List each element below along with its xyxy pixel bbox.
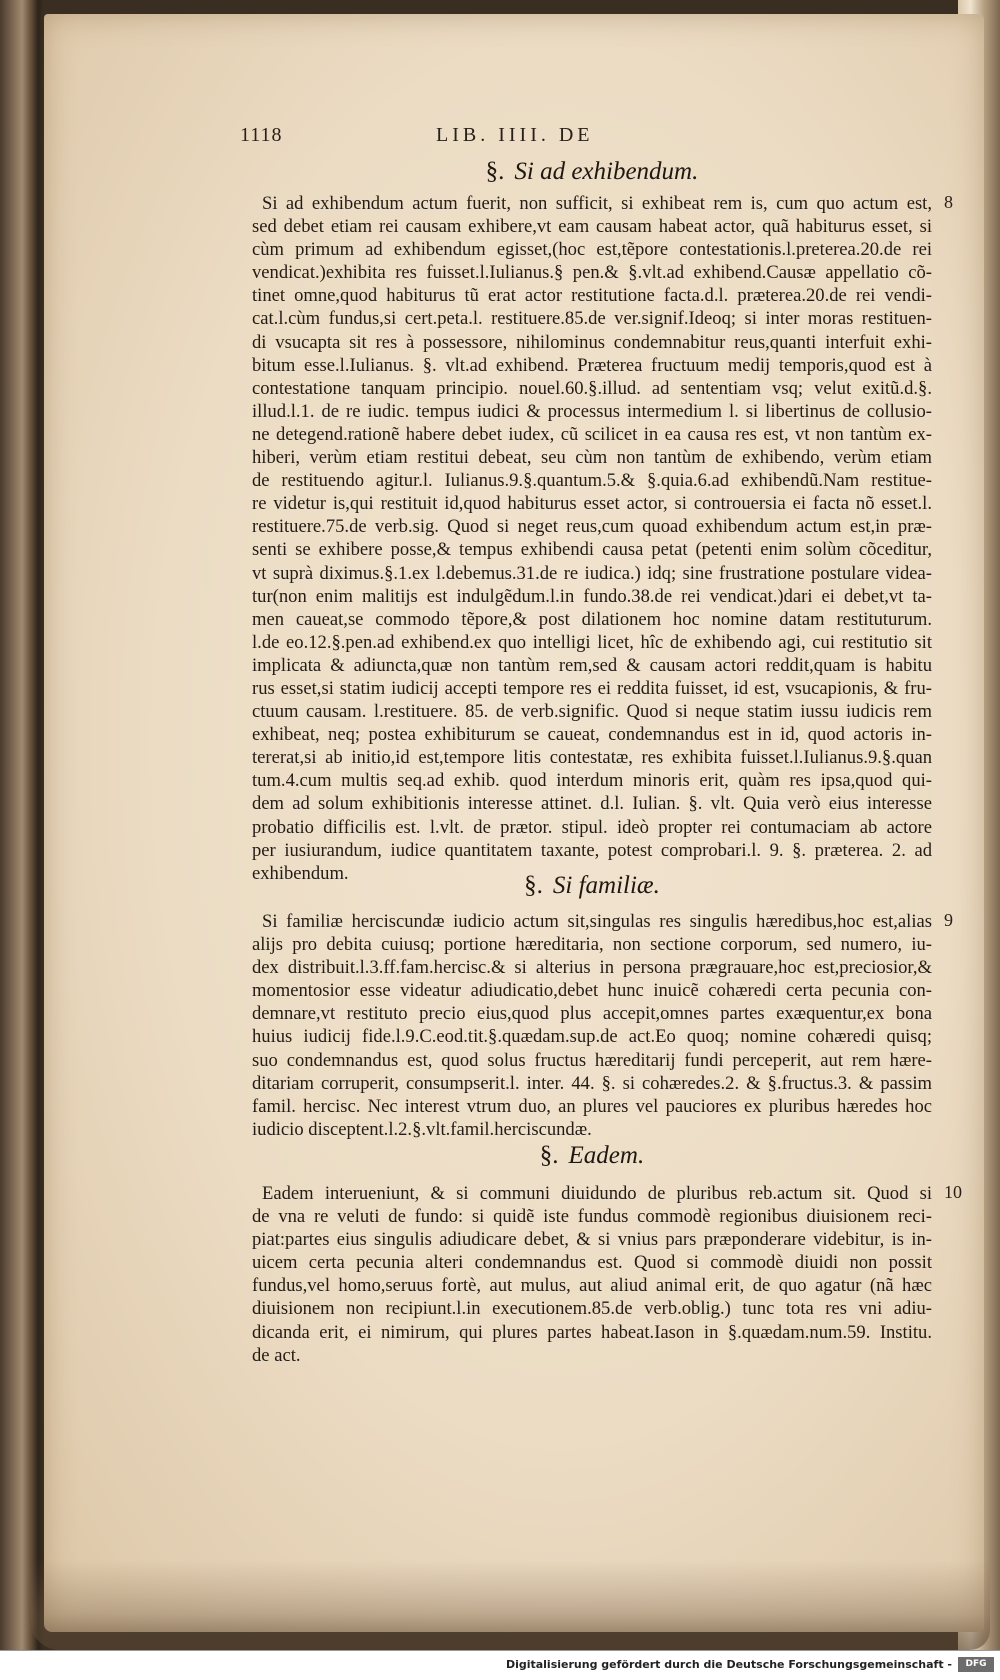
text-line: huius iudicij fide.l.9.C.eod.tit.§.quædam.sup.de act.Eo quoq; nomine cohæredi quisq; xyxy=(252,1026,932,1048)
section-heading-si-familiae xyxy=(252,872,932,900)
section-body-si-familiae xyxy=(252,910,932,1141)
text-line: ditariam corruperit, consumpserit.l. inter. 44. §. si cohæredes.2. & §.fructus.3. & passim xyxy=(252,1072,932,1094)
section-mark: §. xyxy=(485,158,505,185)
page-number: 1118 xyxy=(240,124,283,146)
text-line: per iusiurandum, iudice quantitatem taxante, potest comprobari.l. 9. §. præterea. 2. ad xyxy=(252,839,932,861)
text-line: re videtur is,qui restituit id,quod habiturus esset actor, si controuersia ei facta nõ esset.l. xyxy=(252,493,932,515)
running-head xyxy=(240,124,940,154)
text-line: uicem certa pecunia alteri condemnandus est. Quod si commodè diuidi non possit xyxy=(252,1252,932,1274)
text-line: ne detegend.rationẽ habere debet iudex, cũ scilicet in ea causa res est, vt non tantùm ex- xyxy=(252,423,932,445)
text-line: tererat,si ab initio,id est,tempore litis contestatæ, res exhibita fuisset.l.Iulianus.9.§.quan xyxy=(252,747,932,769)
text-line: dex distribuit.l.3.ff.fam.hercisc.& si alterius in persona prægrauare,hoc est,preciosior,& xyxy=(252,957,932,979)
text-line: hiberi, verùm etiam restitui debeat, seu cùm non tantùm de exhibendo, verùm etiam xyxy=(252,447,932,469)
section-title: Si familiæ. xyxy=(552,872,660,899)
text-line: Si familiæ herciscundæ iudicio actum sit,singulas res singulis hæredibus,hoc est,alias xyxy=(262,911,932,932)
text-line: alijs pro debita cuiusq; portione hæreditaria, non sectione corporum, sed numero, iu- xyxy=(252,934,932,956)
digitization-footer xyxy=(0,1650,1000,1680)
text-line: l.de eo.12.§.pen.ad exhibend.ex quo intelligi licet, hîc de exhibendo agi, cui restitutio sit xyxy=(252,631,932,653)
text-line: famil. hercisc. Nec interest vtrum duo, an plures vel pauciores ex pluribus hæredes hoc xyxy=(252,1095,932,1117)
text-line: Eadem interueniunt, & si communi diuidundo de pluribus reb.actum sit. Quod si xyxy=(262,1183,932,1204)
text-line: tinet omne,quod habiturus tũ erat actor restitutione facta.d.l. præterea.20.de rei vendi- xyxy=(252,285,932,307)
text-line: ctuum causam. l.restituere. 85. de verb.signific. Quod si neque statim iussu iudicis rem xyxy=(252,701,932,723)
section-body-eadem xyxy=(252,1182,932,1367)
text-line: probatio difficilis est. l.vlt. de prætor. stipul. ideò propter rei contumaciam ab actore xyxy=(252,816,932,838)
text-line: de restituendo agitur.l. Iulianus.9.§.quantum.5.& §.quia.6.ad exhibendũ.Nam restitue- xyxy=(252,470,932,492)
margin-number: 8 xyxy=(944,192,953,212)
running-title: LIB. IIII. DE xyxy=(436,124,594,146)
section-body-si-ad-exhibendum xyxy=(252,192,932,885)
text-line: implicata & adiuncta,quæ non tantùm rem,sed & causam actori reddit,quam is habitu xyxy=(252,654,932,676)
section-title: Si ad exhibendum. xyxy=(514,158,699,185)
text-line: dicanda erit, ei nimirum, qui plures partes habeat.Iason in §.quædam.num.59. Institu. xyxy=(252,1321,932,1343)
text-line: suo condemnandus est, quod solus fructus hæreditarij fundi perceperit, aut rem hære- xyxy=(252,1049,932,1071)
page-bottom-shadow xyxy=(30,1560,990,1650)
text-line: fundus,vel homo,seruus fortè, aut mulus, aut aliud animal erit, de quo agatur (nã hæc xyxy=(252,1275,932,1297)
text-line: cùm primum ad exhibendum egisset,(hoc est,tẽpore contestationis.l.preterea.20.de rei xyxy=(252,239,932,261)
text-line: Si ad exhibendum actum fuerit, non sufficit, si exhibeat rem is, cum quo actum est, xyxy=(262,193,932,214)
text-line: diuisionem non recipiunt.l.in executionem.85.de verb.oblig.) tunc tota res vni adiu- xyxy=(252,1298,932,1320)
text-line: dem ad solum exhibitionis interesse attinet. d.l. Iulian. §. vlt. Quia verò eius interesse xyxy=(252,793,932,815)
text-line: vendicat.)exhibita res fuisset.l.Iulianus.§ pen.& §.vlt.ad exhibend.Causæ appellatio cõ- xyxy=(252,262,932,284)
text-line: sed debet etiam rei causam exhibere,vt eam causam habeat actor, quã habiturus esset, si xyxy=(252,216,932,238)
dfg-logo: DFG xyxy=(958,1657,994,1672)
section-mark: §. xyxy=(524,872,543,899)
text-line: restituere.75.de verb.sig. Quod si neget reus,cum quoad exhibendum actum est,in præ- xyxy=(252,516,932,538)
text-line: momentosior esse videatur adiudicatio,debet hunc inuicẽ cohæredi certa pecunia con- xyxy=(252,980,932,1002)
text-line: de act. xyxy=(252,1344,301,1366)
text-line: illud.l.1. de re iudic. tempus iudici & processus intermedium l. si libertinus de collusio- xyxy=(252,400,932,422)
text-line: de vna re veluti de fundo: si quidẽ iste fundus commodè regionibus diuisionem reci- xyxy=(252,1206,932,1228)
section-mark: §. xyxy=(539,1142,559,1169)
text-line: tum.4.cum multis seq.ad exhib. quod interdum minoris erit, quàm res ipsa,quod qui- xyxy=(252,770,932,792)
text-line: men caueat,se commodo tẽpore,& post dilationem hoc nomine datam restituturum. xyxy=(252,608,932,630)
text-line: rus esset,si statim iudicij accepti tempore res ei reddita fuisset, id est, vsucapionis, & fru- xyxy=(252,677,932,699)
margin-number: 9 xyxy=(944,910,953,930)
footer-credit: Digitalisierung gefördert durch die Deutsche Forschungsgemeinschaft - xyxy=(505,1658,952,1671)
text-line: exhibeat, neq; postea exhibiturum se caueat, condemnandus est in id, quod actoris in- xyxy=(252,724,932,746)
text-line: demnare,vt restituto precio eius,quod plus accepit,omnes partes exæquentur,ex bona xyxy=(252,1003,932,1025)
text-line: exhibendum. xyxy=(252,862,349,884)
text-line: senti se exhibere posse,& tempus exhibendi causa petat (petenti enim solùm cõceditur, xyxy=(252,539,932,561)
section-title: Eadem. xyxy=(568,1142,645,1169)
text-line: di vsucapta sit res à possessore, nihilominus condemnabitur reus,quanti interfuit exhi- xyxy=(252,331,932,353)
text-line: cat.l.cùm fundus,si cert.peta.l. restituere.85.de ver.signif.Ideoq; si inter moras restituen- xyxy=(252,308,932,330)
section-heading-si-ad-exhibendum xyxy=(252,158,932,186)
margin-number: 10 xyxy=(944,1182,962,1202)
text-line: iudicio disceptent.l.2.§.vlt.famil.herciscundæ. xyxy=(252,1118,592,1140)
section-heading-eadem xyxy=(252,1142,932,1170)
text-line: tur(non enim malitijs est indulgẽdum.l.in fundo.38.de rei vendicat.)dari ei debet,vt ta- xyxy=(252,585,932,607)
text-line: vt suprà diximus.§.1.ex l.debemus.31.de re iudica.) idq; sine frustratione postulare videa- xyxy=(252,562,932,584)
text-line: bitum esse.l.Iulianus. §. vlt.ad exhibend. Præterea fructuum medij temporis,quod est à xyxy=(252,354,932,376)
text-line: piat:partes eius singulis adiudicare debet, & si vnius pars præponderare videbitur, is in- xyxy=(252,1229,932,1251)
text-line: contestatione tanquam principio. nouel.60.§.illud. ad sententiam vsq; velut exitũ.d.§. xyxy=(252,377,932,399)
